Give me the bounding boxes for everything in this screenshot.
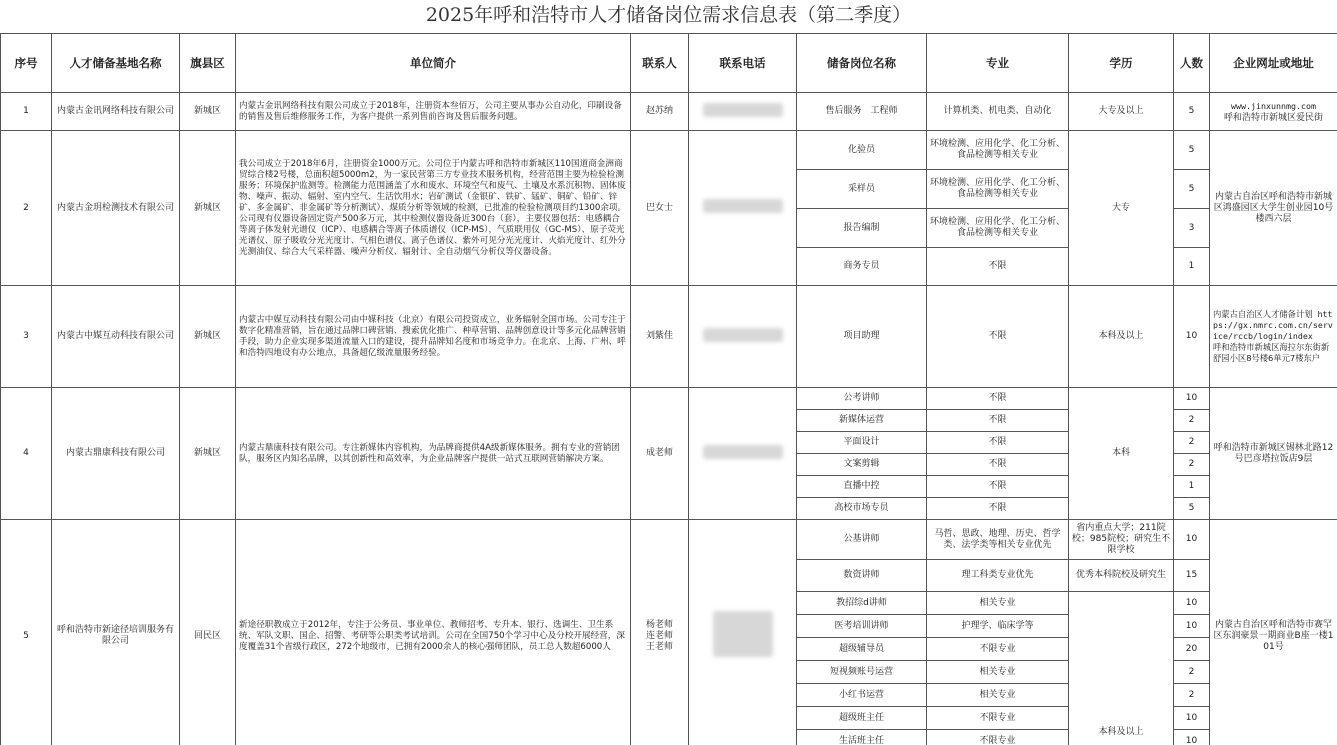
address-text: 内蒙古自治区呼和浩特市赛罕区东润豪景一期商业B座一楼101号: [1210, 520, 1337, 745]
header-cell: 联系人: [631, 34, 689, 93]
position-name: 售后服务 工程师: [797, 93, 927, 131]
position-name: 化验员: [797, 131, 927, 170]
header-cell: 人数: [1174, 34, 1210, 93]
headcount: 2: [1174, 661, 1210, 684]
major: 环境检测、应用化学、化工分析、食品检测等相关专业: [927, 170, 1069, 209]
district: 新城区: [180, 388, 236, 520]
row-number: 4: [1, 388, 52, 520]
education: 大专及以上: [1069, 93, 1174, 131]
position-name: 超级班主任: [797, 707, 927, 730]
header-cell: 储备岗位名称: [797, 34, 927, 93]
position-name: 商务专员: [797, 248, 927, 286]
position-name: 小红书运营: [797, 684, 927, 707]
headcount: 20: [1174, 638, 1210, 661]
company-name: 内蒙古鼎康科技有限公司: [52, 388, 180, 520]
phone-redacted: [689, 286, 797, 388]
major: 相关专业: [927, 661, 1069, 684]
contact-person: 赵苏纳: [631, 93, 689, 131]
contact-person: 刘紫佳: [631, 286, 689, 388]
address-text: 呼和浩特市新城区锡林北路12号巴彦塔拉饭店9层: [1210, 388, 1337, 520]
headcount: 10: [1174, 615, 1210, 638]
major: 不限: [927, 498, 1069, 520]
row-number: 5: [1, 520, 52, 745]
headcount: 2: [1174, 684, 1210, 707]
recruitment-table-sheet: [0, 33, 1337, 745]
website-address: [1210, 93, 1337, 131]
position-name: 教招综d讲师: [797, 592, 927, 615]
district: 回民区: [180, 520, 236, 745]
headcount: 5: [1174, 131, 1210, 170]
position-name: 文案剪辑: [797, 454, 927, 476]
table-row: [1, 388, 1337, 410]
major: 不限: [927, 410, 1069, 432]
position-name: 高校市场专员: [797, 498, 927, 520]
position-name: 公基讲师: [797, 520, 927, 560]
company-intro: 新途径职教成立于2012年，专注于公务员、事业单位、教师招考、专升本、银行、选调生、卫生系统、军队文职、国企、招警、考研等公职类考试培训。公司在全国750个学习中心及分校开展经营，深度覆盖31个省级行政区，272个地级市，已拥有2000余人的核心强师团队，员工总人数超6000人: [236, 520, 631, 745]
major: 不限: [927, 248, 1069, 286]
position-name: 新媒体运营: [797, 410, 927, 432]
major: 相关专业: [927, 592, 1069, 615]
headcount: 1: [1174, 476, 1210, 498]
table-row: [1, 520, 1337, 560]
headcount: 10: [1174, 707, 1210, 730]
headcount: 5: [1174, 170, 1210, 209]
contact-person: 杨老师 连老师 王老师: [631, 520, 689, 745]
position-name: 短视频账号运营: [797, 661, 927, 684]
header-cell: 旗县区: [180, 34, 236, 93]
table-row: [1, 286, 1337, 388]
education: 本科: [1069, 388, 1174, 520]
major: 环境检测、应用化学、化工分析、食品检测等相关专业: [927, 209, 1069, 248]
education: 优秀本科院校及研究生: [1069, 560, 1174, 592]
major: 不限: [927, 432, 1069, 454]
headcount: 10: [1174, 286, 1210, 388]
major: 护理学、临床学等: [927, 615, 1069, 638]
position-name: 报告编制: [797, 209, 927, 248]
education: 大专: [1069, 131, 1174, 286]
position-name: 数资讲师: [797, 560, 927, 592]
district: 新城区: [180, 131, 236, 286]
header-cell: 单位简介: [236, 34, 631, 93]
address-text: 呼和浩特市新城区爱民街: [1223, 112, 1323, 123]
major: 不限: [927, 286, 1069, 388]
major: 不限专业: [927, 638, 1069, 661]
website-url[interactable]: www.jinxunnmg.com: [1231, 100, 1316, 111]
position-name: 项目助理: [797, 286, 927, 388]
headcount: 3: [1174, 209, 1210, 248]
headcount: 2: [1174, 432, 1210, 454]
headcount: 15: [1174, 560, 1210, 592]
phone-redacted: [689, 93, 797, 131]
headcount: 10: [1174, 592, 1210, 615]
phone-redacted: [689, 131, 797, 286]
phone-redacted: [689, 520, 797, 745]
redaction-blur: [703, 103, 783, 117]
contact-person: 成老师: [631, 388, 689, 520]
table-row: [1, 131, 1337, 170]
recruitment-table: [0, 33, 1337, 745]
row-number: 3: [1, 286, 52, 388]
major: 理工科类专业优先: [927, 560, 1069, 592]
headcount: 1: [1174, 248, 1210, 286]
company-name: 内蒙古中媒互动科技有限公司: [52, 286, 180, 388]
position-name: 超级辅导员: [797, 638, 927, 661]
major: 马哲、思政、地理、历史、哲学类、法学类等相关专业优先: [927, 520, 1069, 560]
major: 不限专业: [927, 730, 1069, 745]
redaction-blur: [703, 199, 783, 213]
redaction-blur: [703, 445, 783, 459]
header-cell: 专业: [927, 34, 1069, 93]
position-name: 直播中控: [797, 476, 927, 498]
position-name: 平面设计: [797, 432, 927, 454]
district: 新城区: [180, 93, 236, 131]
headcount: 10: [1174, 730, 1210, 745]
header-cell: 人才储备基地名称: [52, 34, 180, 93]
major: 相关专业: [927, 684, 1069, 707]
headcount: 10: [1174, 388, 1210, 410]
company-intro: 内蒙古中媒互动科技有限公司由中媒科技（北京）有限公司投资成立，业务辐射全国市场。公司专注于数字化精准营销，旨在通过品牌口碑营销、搜索优化推广、种草营销、品牌创意设计等多元化品牌营销手段，助力企业实现多渠道流量入口的建设，提升品牌知名度和市场竞争力。在北京、上海、广州、呼和浩特四地设有办公地点，具备超亿级流量服务经验。: [236, 286, 631, 388]
header-cell: 企业网址或地址: [1210, 34, 1337, 93]
company-intro: 内蒙古金讯网络科技有限公司成立于2018年，注册资本叁佰万，公司主要从事办公自动化，印刷设备的销售及售后维修服务工作，为客户提供一系列售前咨询及售后服务问题。: [236, 93, 631, 131]
education: 本科及以上: [1069, 286, 1174, 388]
contact-person: 巴女士: [631, 131, 689, 286]
phone-redacted: [689, 388, 797, 520]
row-number: 1: [1, 93, 52, 131]
headcount: 5: [1174, 498, 1210, 520]
major: 环境检测、应用化学、化工分析、食品检测等相关专业: [927, 131, 1069, 170]
headcount: 2: [1174, 454, 1210, 476]
headcount: 2: [1174, 410, 1210, 432]
header-row: [1, 34, 1337, 93]
education: 本科及以上: [1069, 592, 1174, 745]
header-cell: 联系电话: [689, 34, 797, 93]
company-name: 呼和浩特市新途径培训服务有限公司: [52, 520, 180, 745]
education: 省内重点大学；211院校；985院校；研究生不限学校: [1069, 520, 1174, 560]
position-name: 生活班主任: [797, 730, 927, 745]
position-name: 采样员: [797, 170, 927, 209]
website-address: [1210, 286, 1337, 388]
header-cell: 学历: [1069, 34, 1174, 93]
major: 不限: [927, 476, 1069, 498]
table-row: [1, 93, 1337, 131]
redaction-blur: [703, 328, 783, 342]
major: 不限: [927, 454, 1069, 476]
company-intro: 我公司成立于2018年6月，注册资金1000万元。公司位于内蒙古呼和浩特市新城区110国道商金洲商贸综合楼2号楼，总面积超5000m2，为一家民营第三方专业技术服务机构，经营范围主要为检验检测服务；环境保护监测等。检测能力范围涵盖了水和废水、环境空气和废气、土壤及水系沉积物、固体废物、噪声、振动、辐射、室内空气、生活饮用水；岩矿测试（金银矿、铁矿、锰矿、铜矿、铅矿、锌矿、多金属矿、非金属矿等分析测试）、煤质分析等领域的检测，已批准的检验检测项目约1300余项。公司现有仪器设备固定资产500多万元，其中检测仪器设备近300台（套），主要仪器包括：电感耦合等离子体发射光谱仪（ICP）、电感耦合等离子体质谱仪（ICP-MS），气质联用仪（GC-MS）、原子荧光光谱仪、原子吸收分光光度计、气相色谱仪、离子色谱仪、紫外可见分光光度计、火焰光度计、红外分光测油仪、综合大气采样器、噪声分析仪、辐射计、全自动烟气分析仪等仪器设备。: [236, 131, 631, 286]
website-url[interactable]: 内蒙古自治区人才储备计划 https://gx.nmrc.com.cn/service/rccb/login/index: [1213, 309, 1333, 341]
address-text: 内蒙古自治区呼和浩特市新城区鸿盛园区大学生创业园10号楼西六层: [1210, 131, 1337, 286]
company-name: 内蒙古金玥检测技术有限公司: [52, 131, 180, 286]
district: 新城区: [180, 286, 236, 388]
major: 不限专业: [927, 707, 1069, 730]
page-title: 2025年呼和浩特市人才储备岗位需求信息表（第二季度）: [425, 4, 912, 26]
headcount: 5: [1174, 93, 1210, 131]
address-text: 呼和浩特市新城区海拉尔东街新舒园小区8号楼6单元7楼东户: [1213, 342, 1330, 363]
major: 计算机类、机电类、自动化: [927, 93, 1069, 131]
redaction-blur: [713, 611, 773, 657]
position-name: 公考讲师: [797, 388, 927, 410]
header-cell: 序号: [1, 34, 52, 93]
row-number: 2: [1, 131, 52, 286]
headcount: 10: [1174, 520, 1210, 560]
position-name: 医考培训讲师: [797, 615, 927, 638]
major: 不限: [927, 388, 1069, 410]
company-intro: 内蒙古鼎康科技有限公司。专注新媒体内容机构，为品牌商提供4A级新媒体服务。拥有专业的营销团队，服务区内知名品牌，以其创新性和高效率，为企业品牌客户提供一站式互联网营销解决方案。: [236, 388, 631, 520]
company-name: 内蒙古金讯网络科技有限公司: [52, 93, 180, 131]
